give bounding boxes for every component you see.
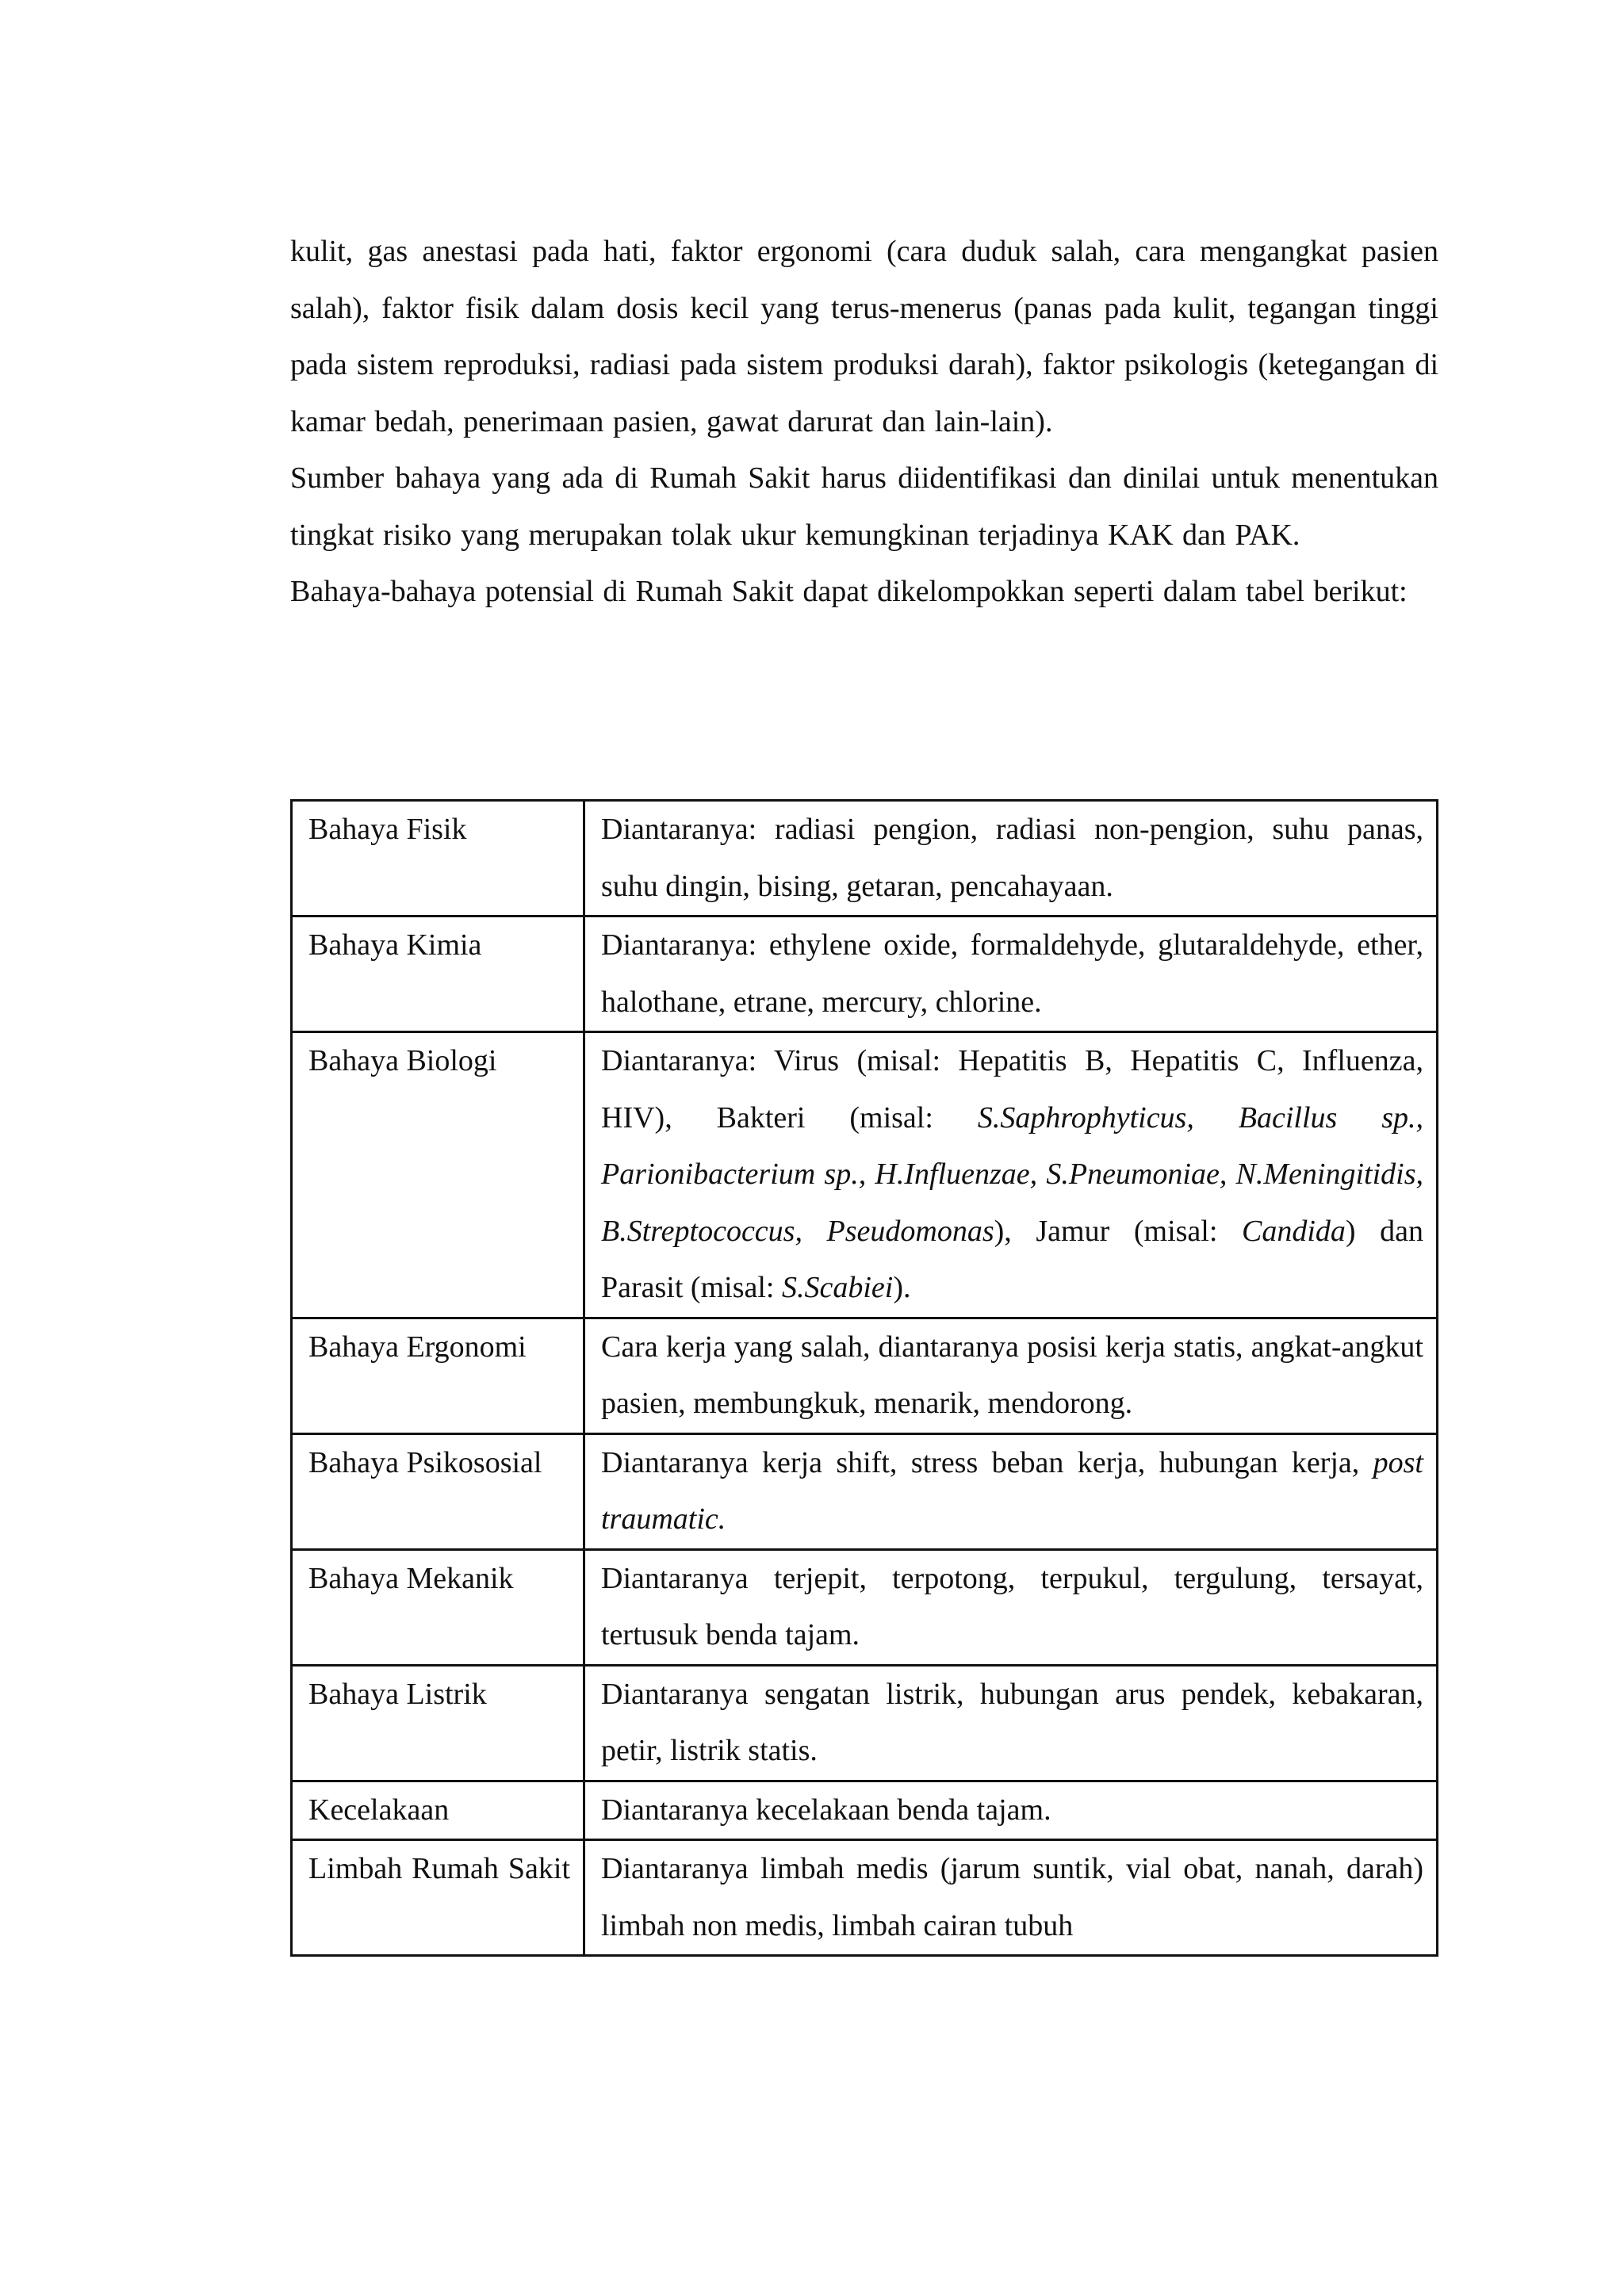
italic-text-segment: post traumatic. xyxy=(601,1445,1423,1536)
hazard-description-cell xyxy=(584,1781,1438,1840)
hazard-description-cell xyxy=(584,1433,1438,1549)
hazard-description-cell xyxy=(584,1840,1438,1956)
hazard-description-cell xyxy=(584,1665,1438,1781)
hazard-table xyxy=(290,799,1438,1957)
table-row xyxy=(292,1433,1438,1549)
text-segment: Diantaranya limbah medis (jarum suntik, vial obat, nanah, darah) limbah non medis, limbah cairan tubuh xyxy=(601,1852,1423,1942)
body-text xyxy=(290,224,1438,621)
hazard-type-cell: Bahaya Biologi xyxy=(292,1032,584,1318)
hazard-table-body xyxy=(292,801,1438,1956)
paragraph: Sumber bahaya yang ada di Rumah Sakit harus diidentifikasi dan dinilai untuk menentukan tingkat risiko yang merupakan tolak ukur kemungkinan terjadinya KAK dan PAK. xyxy=(290,461,1438,552)
hazard-type-cell: Bahaya Listrik xyxy=(292,1665,584,1781)
text-segment: ). xyxy=(893,1271,911,1304)
table-row xyxy=(292,801,1438,916)
table-row xyxy=(292,916,1438,1032)
paragraph: Bahaya-bahaya potensial di Rumah Sakit dapat dikelompokkan seperti dalam tabel berikut: xyxy=(290,575,1408,608)
hazard-type-cell: Limbah Rumah Sakit xyxy=(292,1840,584,1956)
table-row xyxy=(292,1318,1438,1433)
hazard-description-cell xyxy=(584,1549,1438,1665)
hazard-description-cell xyxy=(584,916,1438,1032)
italic-text-segment: Candida xyxy=(1241,1214,1346,1248)
italic-text-segment: S.Saphrophyticus, Bacillus sp., Parionibacterium sp., H.Influenzae, S.Pneumoniae, N.Meningitidis, B.Streptococcus, Pseudomonas xyxy=(601,1100,1423,1248)
text-segment: Diantaranya terjepit, terpotong, terpukul, tergulung, tersayat, tertusuk benda tajam. xyxy=(601,1561,1423,1651)
text-segment: Diantaranya: ethylene oxide, formaldehyde, glutaraldehyde, ether, halothane, etrane, mercury, chlorine. xyxy=(601,928,1423,1019)
hazard-type-cell: Bahaya Psikososial xyxy=(292,1433,584,1549)
hazard-type-cell: Bahaya Kimia xyxy=(292,916,584,1032)
table-row xyxy=(292,1840,1438,1956)
text-segment: Diantaranya: Virus (misal: Hepatitis B, Hepatitis C, Influenza, HIV), Bakteri (misal: xyxy=(601,1044,1423,1135)
hazard-type-cell: Bahaya Mekanik xyxy=(292,1549,584,1665)
hazard-description-cell xyxy=(584,1318,1438,1433)
italic-text-segment: S.Scabiei xyxy=(781,1271,894,1304)
hazard-description-cell xyxy=(584,801,1438,916)
table-row xyxy=(292,1665,1438,1781)
hazard-type-cell: Kecelakaan xyxy=(292,1781,584,1840)
text-segment: Diantaranya sengatan listrik, hubungan arus pendek, kebakaran, petir, listrik statis. xyxy=(601,1677,1423,1767)
text-segment: ), Jamur (misal: xyxy=(994,1214,1242,1248)
hazard-description-cell xyxy=(584,1032,1438,1318)
hazard-type-cell: Bahaya Ergonomi xyxy=(292,1318,584,1433)
table-row xyxy=(292,1549,1438,1665)
text-segment: ) dan Parasit (misal: xyxy=(601,1214,1423,1304)
text-segment: Diantaranya: radiasi pengion, radiasi non-pengion, suhu panas, suhu dingin, bising, getaran, pencahayaan. xyxy=(601,813,1423,903)
text-segment: Diantaranya kecelakaan benda tajam. xyxy=(601,1793,1051,1827)
table-row xyxy=(292,1781,1438,1840)
table-row xyxy=(292,1032,1438,1318)
hazard-type-cell: Bahaya Fisik xyxy=(292,801,584,916)
paragraph: kulit, gas anestasi pada hati, faktor ergonomi (cara duduk salah, cara mengangkat pasien salah), faktor fisik dalam dosis kecil yang terus-menerus (panas pada kulit, tegangan tinggi pada sistem reproduksi, radiasi pada sistem produksi darah), faktor psikologis (ketegangan di kamar bedah, penerimaan pasien, gawat darurat dan lain-lain). xyxy=(290,235,1438,438)
text-segment: Cara kerja yang salah, diantaranya posisi kerja statis, angkat-angkut pasien, membungkuk, menarik, mendorong. xyxy=(601,1330,1423,1420)
text-segment: Diantaranya kerja shift, stress beban kerja, hubungan kerja, xyxy=(601,1445,1373,1479)
